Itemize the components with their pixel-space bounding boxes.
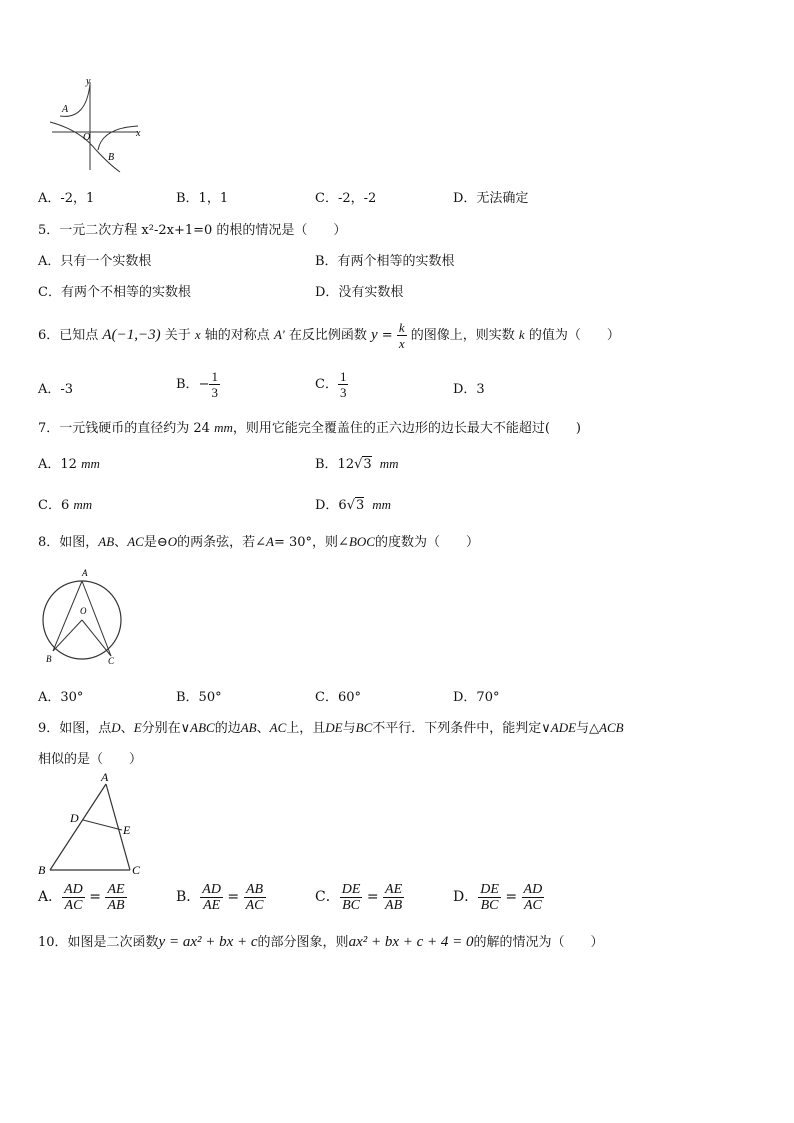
q8-option-c: C．60° bbox=[315, 690, 361, 705]
q9-option-d: D． $\frac{DE}{BC}$ = $\frac{AD}{AC}$ bbox=[453, 881, 543, 913]
q6-option-a: A．-3 bbox=[38, 382, 74, 397]
q5-stem: 5．一元二次方程 x²-2x+1=0 的根的情况是（ ） bbox=[38, 223, 347, 238]
q4-point-b-label: B bbox=[108, 152, 115, 163]
q6-point: A(−1,−3) bbox=[102, 327, 161, 343]
q7-option-b: B．12√3 mm bbox=[315, 456, 399, 472]
q9-option-b: B． $\frac{AD}{AE}$ = $\frac{AB}{AC}$ bbox=[176, 881, 264, 913]
q6-fraction: $\frac{k}{x}$ bbox=[398, 320, 405, 351]
q6-option-b: B．− $\frac{1}{3}$ bbox=[176, 369, 218, 400]
q6-option-d: D．3 bbox=[453, 382, 485, 397]
q8-option-a: A．30° bbox=[38, 690, 84, 705]
q4-option-c: C．-2，-2 bbox=[315, 191, 377, 206]
q5-option-b: B．有两个相等的实数根 bbox=[315, 254, 455, 269]
q4-option-b: B．1，1 bbox=[176, 191, 229, 206]
q10-equation: ax² + bx + c + 4 = 0 bbox=[348, 934, 474, 950]
q9-option-c: C． $\frac{DE}{BC}$ = $\frac{AE}{AB}$ bbox=[315, 881, 403, 913]
q5-option-c: C．有两个不相等的实数根 bbox=[38, 285, 191, 300]
q8-point-a-label: A bbox=[82, 568, 88, 578]
q6-stem: 6．已知点 A(−1,−3) 关于 x 轴的对称点 A' 在反比例函数 y = $\frac{k}{x}$ 的图像上，则实数 k 的值为（ ） bbox=[38, 320, 620, 351]
q6-option-c: C． $\frac{1}{3}$ bbox=[315, 369, 347, 400]
q8-stem: 8．如图，AB、AC是⊖O的两条弦，若∠A= 30°，则∠BOC的度数为（ ） bbox=[38, 534, 479, 550]
q9-stem-line2: 相似的是（ ） bbox=[38, 752, 143, 767]
q8-point-o-label: O bbox=[80, 606, 87, 616]
q10-stem: 10．如图是二次函数y = ax² + bx + c的部分图象，则ax² + bx + c + 4 = 0的解的情况为（ ） bbox=[38, 934, 604, 950]
q4-graph bbox=[40, 70, 150, 180]
q4-option-d: D．无法确定 bbox=[453, 191, 529, 206]
q8-point-b-label: B bbox=[46, 654, 52, 664]
q8-option-b: B．50° bbox=[176, 690, 222, 705]
q5-option-a: A．只有一个实数根 bbox=[38, 254, 152, 269]
q5-option-d: D．没有实数根 bbox=[315, 285, 404, 300]
q8-point-c-label: C bbox=[108, 656, 115, 666]
q7-option-a: A．12 mm bbox=[38, 456, 100, 472]
q7-option-d: D．6√3 mm bbox=[315, 497, 392, 513]
q9-point-e-label: E bbox=[123, 823, 131, 837]
q4-origin-label: O bbox=[83, 132, 91, 143]
q4-x-label: x bbox=[136, 128, 141, 139]
q7-option-c: C．6 mm bbox=[38, 497, 93, 513]
q9-point-a-label: A bbox=[101, 770, 109, 784]
q9-point-d-label: D bbox=[70, 811, 79, 825]
q9-point-c-label: C bbox=[132, 863, 141, 877]
q7-stem: 7．一元钱硬币的直径约为 24 mm，则用它能完全覆盖住的正六边形的边长最大不能超过( ) bbox=[38, 420, 582, 436]
q9-triangle-figure bbox=[36, 770, 151, 880]
q9-point-b-label: B bbox=[38, 863, 46, 877]
q4-option-a: A．-2，1 bbox=[38, 191, 95, 206]
q10-function: y = ax² + bx + c bbox=[158, 934, 258, 950]
q9-stem: 9．如图，点D、E分别在∨ABC的边AB、AC上，且DE与BC不平行．下列条件中，能判定∨ADE与△ACB bbox=[38, 720, 624, 736]
q8-option-d: D．70° bbox=[453, 690, 500, 705]
q8-circle-figure bbox=[38, 563, 133, 673]
q4-point-a-label: A bbox=[62, 104, 69, 115]
q4-y-label: y bbox=[86, 76, 91, 87]
q9-option-a: A． $\frac{AD}{AC}$ = $\frac{AE}{AB}$ bbox=[38, 881, 125, 913]
